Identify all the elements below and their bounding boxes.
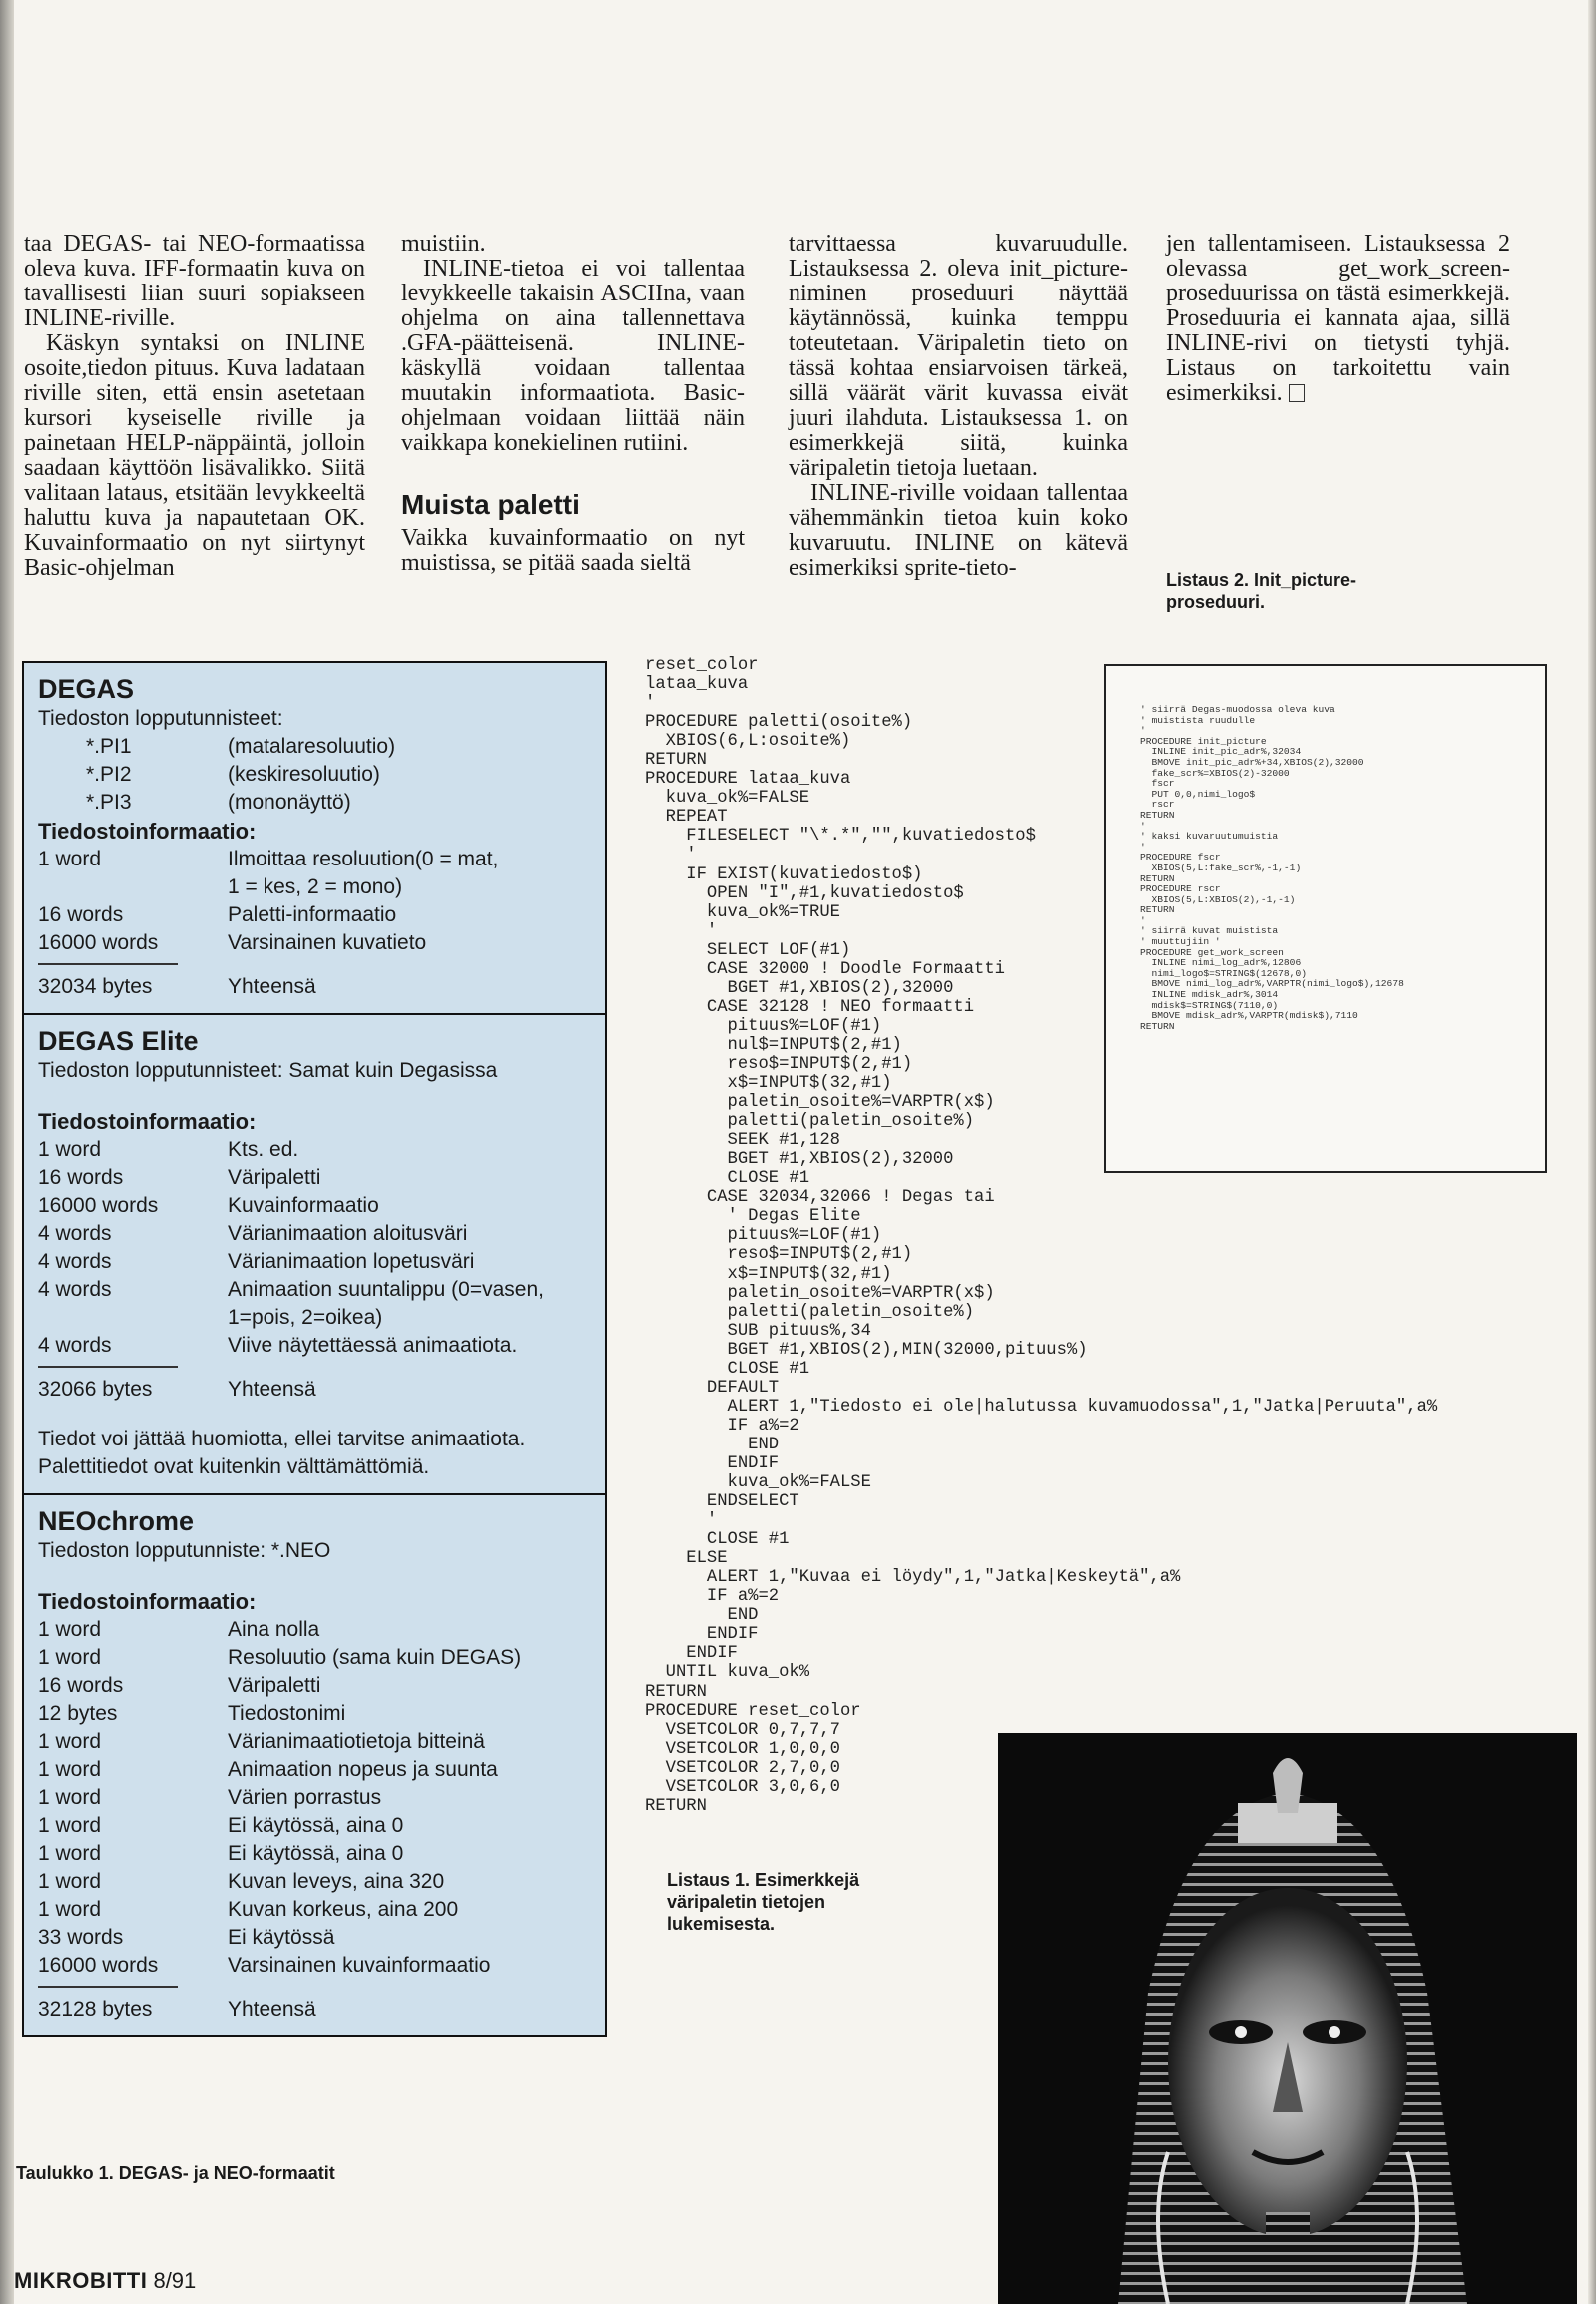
- row-key: *.PI2: [86, 763, 132, 786]
- row-value: Kuvan leveys, aina 320: [228, 1870, 445, 1893]
- text-column-2: [401, 232, 745, 576]
- page-gutter-left: [0, 0, 14, 2304]
- separator: [38, 963, 178, 965]
- table-row: [38, 1672, 593, 1700]
- row-value: Ei käytössä: [228, 1926, 335, 1949]
- table-row: [38, 1840, 593, 1868]
- format-table: [22, 661, 607, 2037]
- row-key: 16000 words: [38, 1954, 159, 1977]
- table-row: [38, 1728, 593, 1756]
- row-key: 16 words: [38, 1674, 124, 1697]
- table-row: [38, 1924, 593, 1952]
- table-row: [38, 901, 593, 929]
- table-row: [38, 1756, 593, 1784]
- row-value: Yhteensä: [228, 975, 316, 998]
- degas-elite-box: [24, 1015, 605, 1495]
- row-value: Tiedostonimi: [228, 1702, 346, 1725]
- page-gutter-right: [1588, 0, 1596, 2304]
- box-title: DEGAS Elite: [38, 1026, 199, 1056]
- row-value: 1=pois, 2=oikea): [228, 1306, 383, 1329]
- row-value: Ilmoittaa resoluution(0 = mat,: [228, 848, 499, 870]
- row-value: Väripaletti: [228, 1674, 321, 1697]
- text-column-3: [789, 232, 1128, 581]
- box-subtitle: Tiedoston lopputunnisteet: Samat kuin Degasissa: [38, 1059, 498, 1082]
- separator: [38, 1986, 178, 1988]
- row-value: Animaation suuntalippu (0=vasen,: [228, 1278, 544, 1301]
- row-value: Yhteensä: [228, 1378, 316, 1401]
- info-title: Tiedostoinformaatio:: [38, 1589, 257, 1614]
- row-key: 12 bytes: [38, 1702, 118, 1725]
- spacer: [38, 1565, 593, 1587]
- row-value: Värien porrastus: [228, 1786, 382, 1809]
- table-row: [38, 929, 593, 957]
- row-value: Värianimaatiotietoja bitteinä: [228, 1730, 485, 1753]
- row-key: 1 word: [38, 1138, 102, 1161]
- box-title: NEOchrome: [38, 1506, 195, 1536]
- table-row: [38, 1304, 593, 1332]
- row-key: 4 words: [38, 1334, 112, 1357]
- row-value: 1 = kes, 2 = mono): [228, 875, 403, 898]
- row-key: 33 words: [38, 1926, 124, 1949]
- paragraph: muistiin.: [401, 231, 486, 257]
- table-row: [38, 1192, 593, 1220]
- table-row: [38, 1644, 593, 1672]
- text-column-4: [1166, 232, 1510, 406]
- row-value: (keskiresoluutio): [228, 763, 380, 786]
- paragraph: Vaikka kuvainformaatio on nyt muistissa, se pitää saada sieltä: [401, 525, 745, 576]
- row-value: Kuvainformaatio: [228, 1194, 379, 1217]
- row-value: Kuvan korkeus, aina 200: [228, 1898, 459, 1921]
- box-subtitle: Tiedoston lopputunnisteet:: [38, 707, 283, 730]
- row-value: Resoluutio (sama kuin DEGAS): [228, 1646, 522, 1669]
- row-key: 16000 words: [38, 931, 159, 954]
- row-key: 1 word: [38, 848, 102, 870]
- row-key: 1 word: [38, 1758, 102, 1781]
- row-value: Värianimaation lopetusväri: [228, 1250, 475, 1273]
- listing2-caption: Listaus 2. Init_picture-proseduuri.: [1166, 570, 1357, 612]
- row-value: Ei käytössä, aina 0: [228, 1814, 404, 1837]
- paragraph: tarvittaessa kuvaruudulle. Listauksessa 2. oleva init_picture-niminen proseduuri näyttää käytännössä, kuinka temppu toteutetaan. Väripaletin tieto on tässä kohtaa ensiarvoisen tärkeä, sillä väärät värit kuvassa eivät juuri ilahduta. Listauksessa 1. on esimerkkejä siitä, kuinka väripaletin tietoja luetaan.: [789, 231, 1128, 481]
- row-value: Ei käytössä, aina 0: [228, 1842, 404, 1865]
- table-row: [38, 733, 593, 761]
- row-key: 1 word: [38, 1814, 102, 1837]
- table-row: [38, 1868, 593, 1896]
- table-row: [38, 1164, 593, 1192]
- row-value: Paletti-informaatio: [228, 903, 397, 926]
- row-value: Aina nolla: [228, 1618, 320, 1641]
- row-key: 16 words: [38, 903, 124, 926]
- info-title: Tiedostoinformaatio:: [38, 1109, 257, 1134]
- paragraph: [1166, 232, 1510, 406]
- table-row: [38, 1220, 593, 1248]
- row-value: (mononäyttö): [228, 791, 351, 814]
- table-row: [38, 1700, 593, 1728]
- row-value: Varsinainen kuvainformaatio: [228, 1954, 491, 1977]
- box-subtitle: Tiedoston lopputunniste: *.NEO: [38, 1539, 331, 1562]
- table-row: [38, 1812, 593, 1840]
- spacer: [38, 1404, 593, 1426]
- row-value: Värianimaation aloitusväri: [228, 1222, 468, 1245]
- box-title: DEGAS: [38, 674, 135, 704]
- paragraph-text: jen tallentamiseen. Listauksessa 2 olevassa get_work_screen-proseduurissa on tästä esimerkkejä. Proseduuria ei kannata ajaa, sillä INLINE-rivi on tietysti tyhjä. Listaus on tarkoitettu vain esimerkiksi.: [1166, 231, 1510, 406]
- table-row: [38, 1952, 593, 1980]
- table-row: [38, 1376, 593, 1404]
- row-key: 1 word: [38, 1870, 102, 1893]
- listing2-code: ' siirrä Degas-muodossa oleva kuva ' muistista ruudulle ' PROCEDURE init_picture INLINE init_pic_adr%,32034 BMOVE init_pic_adr%+34,XBIOS(2),32000 fake_scr%=XBIOS(2)-32000 fscr PUT 0,0,nimi_logo$ rscr RETURN ' ' kaksi kuvaruutumuistia ' PROCEDURE fscr XBIOS(5,L:fake_scr%,-1,-1) RETURN PROCEDURE rscr XBIOS(5,L:XBIOS(2),-1,-1) RETURN ' ' siirrä kuvat muistista ' muuttujiin ' PROCEDURE get_work_screen INLINE nimi_log_adr%,12806 nimi_logo$=STRING$(12678,0) BMOVE nimi_log_adr%,VARPTR(nimi_logo$),12678 INLINE mdisk_adr%,3014 mdisk$=STRING$(7110,0) BMOVE mdisk_adr%,VARPTR(mdisk$),7110 RETURN: [1140, 704, 1404, 1032]
- spacer: [38, 1085, 593, 1107]
- text-column-1: [24, 232, 365, 581]
- info-title: Tiedostoinformaatio:: [38, 819, 257, 844]
- degas-box: [24, 663, 605, 1015]
- row-key: 16000 words: [38, 1194, 159, 1217]
- table-row: [38, 1784, 593, 1812]
- row-key: 16 words: [38, 1166, 124, 1189]
- pharaoh-illustration: [998, 1733, 1577, 2304]
- row-key: 1 word: [38, 1898, 102, 1921]
- paragraph: taa DEGAS- tai NEO-formaatissa oleva kuva. IFF-formaatin kuva on tavallisesti liian suuri sopiakseen INLINE-riville.: [24, 231, 365, 331]
- table-row: [38, 1276, 593, 1304]
- paragraph: INLINE-riville voidaan tallentaa vähemmänkin tietoa kuin koko kuvaruutu. INLINE on kätevä esimerkiksi sprite-tieto-: [789, 480, 1128, 581]
- row-key: 1 word: [38, 1786, 102, 1809]
- paragraph: Käskyn syntaksi on INLINE osoite,tiedon pituus. Kuva ladataan riville siten, että ensin asetetaan kursori kyseiselle riville ja painetaan HELP-näppäintä, jolloin saadaan käyttöön lisävalikko. Siitä valitaan lataus, etsitään levykkeeltä haluttu kuva ja napautetaan OK. Kuvainformaatio on nyt siirtynyt Basic-ohjelman: [24, 330, 365, 581]
- table-row: [38, 761, 593, 789]
- magazine-name: MIKROBITTI: [14, 2268, 148, 2293]
- note: Palettitiedot ovat kuitenkin välttämättömiä.: [38, 1455, 430, 1478]
- row-key: [38, 873, 228, 901]
- row-value: Väripaletti: [228, 1166, 321, 1189]
- table-row: [38, 846, 593, 873]
- issue-number: 8/91: [153, 2268, 197, 2293]
- row-value: Varsinainen kuvatieto: [228, 931, 427, 954]
- row-key: 1 word: [38, 1646, 102, 1669]
- table-row: [38, 1996, 593, 2023]
- table-row: [38, 1332, 593, 1360]
- row-key: [38, 1304, 228, 1332]
- table-row: [38, 873, 593, 901]
- section-heading: Muista paletti: [401, 489, 580, 520]
- row-key: 1 word: [38, 1730, 102, 1753]
- row-key: 4 words: [38, 1250, 112, 1273]
- row-key: 1 word: [38, 1842, 102, 1865]
- row-key: 32066 bytes: [38, 1378, 153, 1401]
- row-key: 4 words: [38, 1222, 112, 1245]
- row-value: Kts. ed.: [228, 1138, 299, 1161]
- row-key: *.PI3: [86, 791, 132, 814]
- pharaoh-image: [998, 1733, 1577, 2304]
- paragraph: INLINE-tietoa ei voi tallentaa levykkeelle takaisin ASCIIna, vaan ohjelma on aina tallennettava .GFA-päätteisenä. INLINE-käskyllä voidaan tallentaa muutakin informaatiota. Basic-ohjelmaan voidaan liittää näin vaikkapa konekielinen rutiini.: [401, 256, 745, 456]
- table-row: [38, 1248, 593, 1276]
- table-row: [38, 789, 593, 817]
- row-key: 32128 bytes: [38, 1998, 153, 2020]
- row-value: Animaation nopeus ja suunta: [228, 1758, 498, 1781]
- table-row: [38, 1896, 593, 1924]
- listing1-caption: Listaus 1. Esimerkkejä väripaletin tietojen lukemisesta.: [667, 1870, 860, 1934]
- table1-caption: Taulukko 1. DEGAS- ja NEO-formaatit: [16, 2163, 335, 2183]
- table-row: [38, 973, 593, 1001]
- row-value: Viive näytettäessä animaatiota.: [228, 1334, 518, 1357]
- footer: [14, 2268, 196, 2294]
- row-key: 4 words: [38, 1278, 112, 1301]
- neochrome-box: [24, 1495, 605, 2035]
- separator: [38, 1366, 178, 1368]
- row-key: 1 word: [38, 1618, 102, 1641]
- row-key: *.PI1: [86, 735, 132, 758]
- table-row: [38, 1136, 593, 1164]
- listing1-code: reset_color lataa_kuva ' PROCEDURE paletti(osoite%) XBIOS(6,L:osoite%) RETURN PROCEDURE lataa_kuva kuva_ok%=FALSE REPEAT FILESELECT "\*.*","",kuvatiedosto$ ' IF EXIST(kuvatiedosto$) OPEN "I",#1,kuvatiedosto$ kuva_ok%=TRUE ' SELECT LOF(#1) CASE 32000 ! Doodle Formaatti BGET #1,XBIOS(2),32000 CASE 32128 ! NEO formaatti pituus%=LOF(#1) nul$=INPUT$(2,#1) reso$=INPUT$(2,#1) x$=INPUT$(32,#1) paletin_osoite%=VARPTR(x$) paletti(paletin_osoite%) SEEK #1,128 BGET #1,XBIOS(2),32000 CLOSE #1 CASE 32034,32066 ! Degas tai ' Degas Elite pituus%=LOF(#1) reso$=INPUT$(2,#1) x$=INPUT$(32,#1) paletin_osoite%=VARPTR(x$) paletti(paletin_osoite%) SUB pituus%,34 BGET #1,XBIOS(2),MIN(32000,pituus%) CLOSE #1 DEFAULT ALERT 1,"Tiedosto ei ole|halutussa kuvamuodossa",1,"Jatka|Peruuta",a% IF a%=2 END ENDIF kuva_ok%=FALSE ENDSELECT ' CLOSE #1 ELSE ALERT 1,"Kuvaa ei löydy",1,"Jatka|Keskeytä",a% IF a%=2 END ENDIF ENDIF UNTIL kuva_ok% RETURN PROCEDURE reset_color VSETCOLOR 0,7,7,7 VSETCOLOR 1,0,0,0 VSETCOLOR 2,7,0,0 VSETCOLOR 3,0,6,0 RETURN: [645, 656, 1438, 1816]
- end-mark-icon: [1289, 384, 1305, 402]
- table-row: [38, 1616, 593, 1644]
- row-key: 32034 bytes: [38, 975, 153, 998]
- listing2-box: [1104, 664, 1547, 1173]
- row-value: (matalaresoluutio): [228, 735, 396, 758]
- note: Tiedot voi jättää huomiotta, ellei tarvitse animaatiota.: [38, 1428, 526, 1450]
- row-value: Yhteensä: [228, 1998, 316, 2020]
